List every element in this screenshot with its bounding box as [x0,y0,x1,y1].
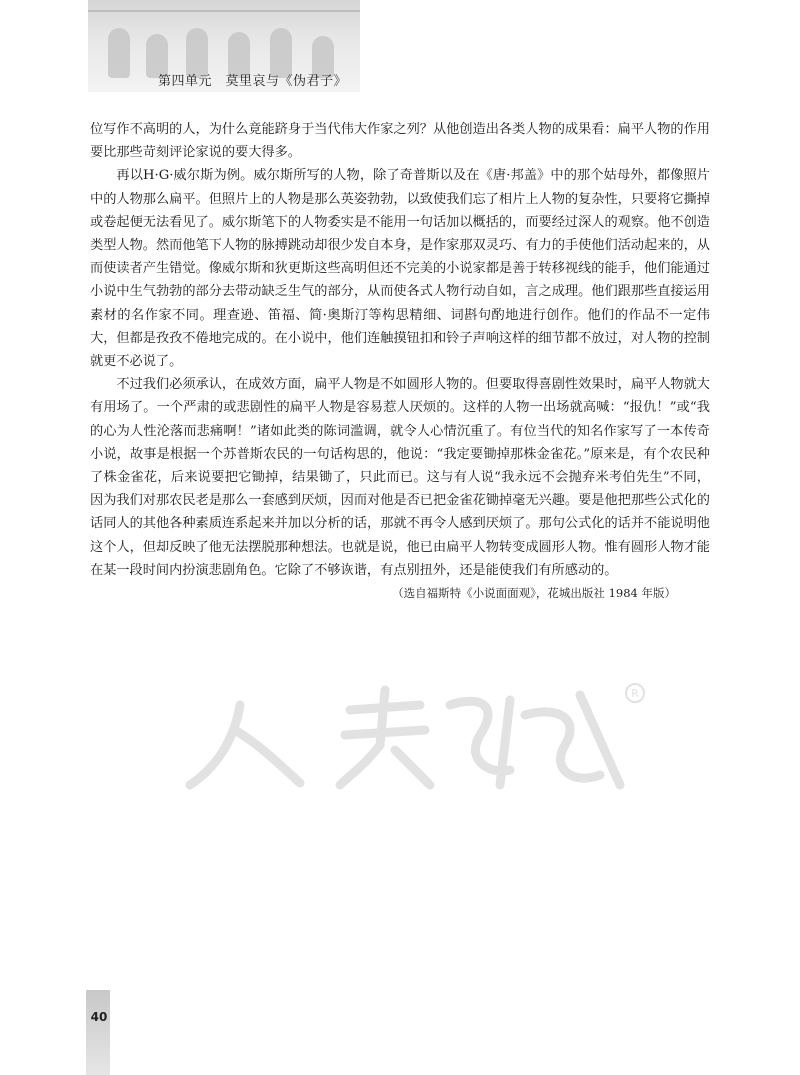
source-citation: （选自福斯特《小说面面观》，花城出版社 1984 年版） [392,586,676,600]
paragraph: 位写作不高明的人，为什么竟能跻身于当代伟大作家之列？从他创造出各类人物的成果看：扁平人物的作用要比那些苛刻评论家说的要大得多。 [90,122,710,161]
unit-title: 第四单元 莫里哀与《伪君子》 [158,74,348,89]
page-number-tab [86,990,110,1075]
page-number: 40 [90,1010,108,1024]
header-figure [108,28,130,78]
svg-text:R: R [631,687,639,700]
publisher-watermark-logo [180,675,660,795]
paragraph: 不过我们必须承认，在成效方面，扁平人物是不如圆形人物的。但要取得喜剧性效果时，扁平人物就大有用场了。一个严肃的或悲剧性的扁平人物是容易惹人厌烦的。这样的人物一出场就高喊：“报仇！”或“我的心为人性沦落而悲痛啊！”诸如此类的陈词滥调，就令人心情沉重了。有位当代的知名作家写了一本传奇小说，故事是根据一个苏普斯农民的一句话构思的，他说：“我定要锄掉那株金雀花。”原来是，有个农民种了株金雀花，后来说要把它锄掉，结果锄了，只此而已。这与有人说“我永远不会抛弃米考伯先生”不同，因为我们对那农民老是那么一套感到厌烦，因而对他是否已把金雀花锄掉毫无兴趣。要是他把那些公式化的话同人的其他各种素质连系起来并加以分析的话，那就不再令人感到厌烦了。那句公式化的话并不能说明他这个人，但却反映了他无法摆脱那种想法。也就是说，他已由扁平人物转变成圆形人物。惟有圆形人物才能在某一段时间内扮演悲剧角色。它除了不够诙谐，有点别扭外，还是能使我们有所感动的。 [90,377,710,578]
article-body [90,118,710,582]
paragraph: 再以H·G·威尔斯为例。威尔斯所写的人物，除了奇普斯以及在《唐·邦盖》中的那个姑母外，都像照片中的人物那么扁平。但照片上的人物是那么英姿勃勃，以致使我们忘了相片上人物的复杂性，只要将它撕掉或卷起便无法看见了。威尔斯笔下的人物委实是不能用一句话加以概括的，而要经过深人的观察。他不创造类型人物。然而他笔下人物的脉搏跳动却很少发自本身，是作家那双灵巧、有力的手使他们活动起来的，从而使读者产生错觉。像威尔斯和狄更斯这些高明但还不完美的小说家都是善于转移视线的能手，他们能通过小说中生气勃勃的部分去带动缺乏生气的部分，从而使各式人物行动自如，言之成理。他们跟那些直接运用素材的名作家不同。理查逊、笛福、简·奥斯汀等构思精细、词斟句酌地进行创作。他们的作品不一定伟大，但都是孜孜不倦地完成的。在小说中，他们连触摸钮扣和铃子声响这样的细节都不放过，对人物的控制就更不必说了。 [90,168,710,370]
header-image-border [88,10,360,12]
